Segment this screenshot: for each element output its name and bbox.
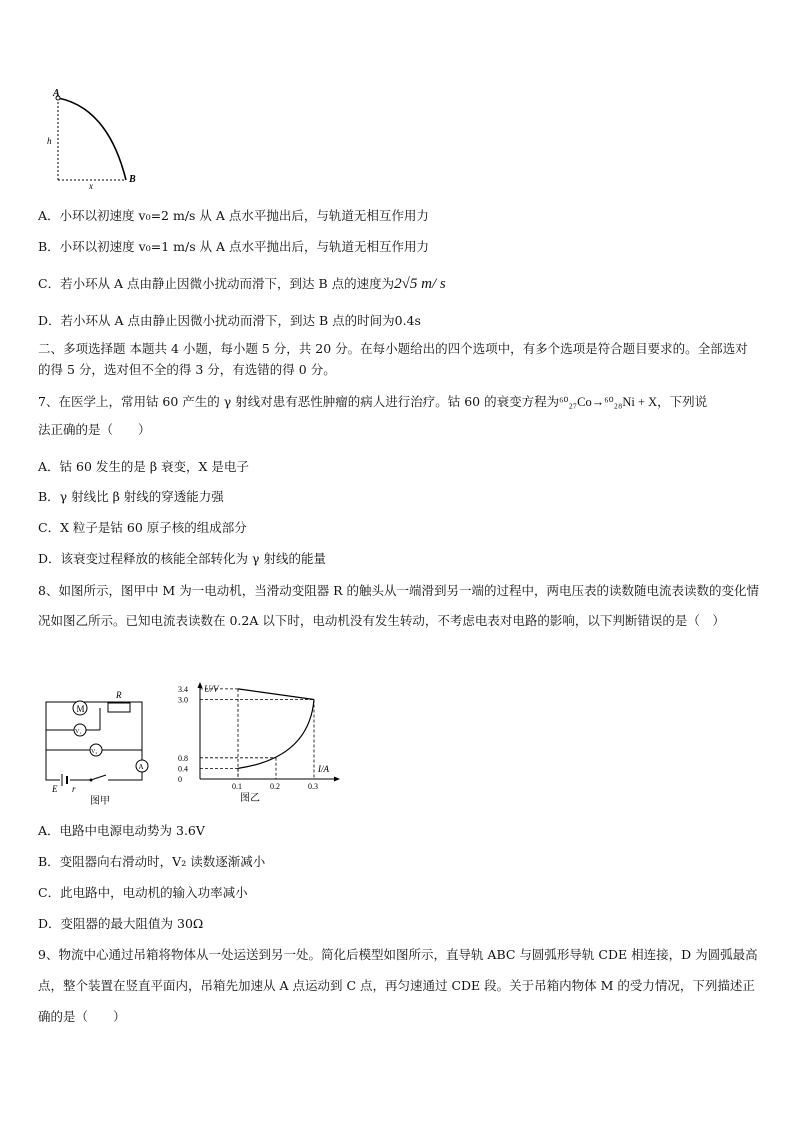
- q7-stem-tail: ，下列说: [657, 394, 708, 409]
- x-axis-label: I/A: [318, 764, 329, 774]
- q6-option-c-text: C．若小环从 A 点由静止因微小扰动而滑下，到达 B 点的速度为: [38, 276, 395, 291]
- resistor-label: R: [116, 690, 122, 700]
- q6-option-c: [38, 276, 446, 292]
- x-label: x: [89, 181, 93, 191]
- h-label: h: [47, 136, 52, 146]
- q7-stem: [38, 388, 760, 444]
- q7-stem-text: 7、在医学上，常用钴 60 产生的 γ 射线对患有恶性肿瘤的病人进行治疗。钴 60 的衰变方程为: [38, 394, 560, 409]
- emf-label: E: [52, 784, 58, 794]
- decay-equation: ⁶⁰₂₇Co→⁶⁰₂₈Ni + X: [559, 395, 658, 409]
- figure-a-caption: 图甲: [90, 796, 110, 807]
- q7-option-b: B．γ 射线比 β 射线的穿透能力强: [38, 489, 224, 504]
- circuit-diagram: [38, 688, 158, 808]
- track-curve: [58, 98, 126, 180]
- q6-option-c-value: 2√5 m/ s: [394, 276, 446, 292]
- q8-option-b: B．变阻器向右滑动时，V₂ 读数逐渐减小: [38, 854, 266, 869]
- u-i-graph: [168, 676, 343, 806]
- q8-option-d: D．变阻器的最大阻值为 30Ω: [38, 916, 204, 931]
- figure-b-caption: 图乙: [240, 793, 260, 804]
- q7-option-a: A．钴 60 发生的是 β 衰变，X 是电子: [38, 459, 249, 474]
- x-tick-label: 0.2: [270, 782, 280, 791]
- section-heading-multiple-choice: 二、多项选择题 本题共 4 小题，每小题 5 分，共 20 分。在每小题给出的四个选项中，有多个选项是符合题目要求的。全部选对的得 5 分，选对但不全的得 3 分，有选错的得 0 分。: [38, 341, 748, 377]
- internal-resistance-label: r: [72, 784, 76, 794]
- q8-option-a: A．电路中电源电动势为 3.6V: [38, 823, 205, 838]
- y-tick-label: 0.4: [178, 764, 188, 774]
- q8-stem: 8、如图所示，图甲中 M 为一电动机，当滑动变阻器 R 的触头从一端滑到另一端的过程中，两电压表的读数随电流表读数的变化情况如图乙所示。已知电流表读数在 0.2A 以下时，电动机没有发生转动，不考虑电表对电路的影响，以下判断错误的是（ ）: [38, 583, 760, 628]
- point-b-label: B: [129, 174, 136, 185]
- ammeter-label: A: [138, 763, 144, 771]
- q7-option-d: D．该衰变过程释放的核能全部转化为 γ 射线的能量: [38, 551, 326, 566]
- series-v1-line: [238, 689, 314, 700]
- q8-option-c: C．此电路中，电动机的输入功率减小: [38, 885, 248, 900]
- y-tick-label: 3.0: [178, 695, 188, 705]
- point-a-label: A: [53, 88, 60, 99]
- voltmeter1-label: V₁: [75, 729, 82, 735]
- q7-stem-end: 法正确的是（ ）: [38, 422, 151, 437]
- x-tick-label: 0.3: [308, 782, 318, 791]
- y-tick-label: 3.4: [178, 684, 188, 694]
- q6-option-a: A．小环以初速度 v₀=2 m/s 从 A 点水平抛出后，与轨道无相互作用力: [38, 208, 429, 223]
- q9-stem: 9、物流中心通过吊箱将物体从一处运送到另一处。简化后模型如图所示，直导轨 ABC 与圆弧形导轨 CDE 相连接，D 为圆弧最高点，整个装置在竖直平面内，吊箱先加速从 A 点运动到 C 点，再匀速通过 CDE 段。关于吊箱内物体 M 的受力情况，下列描述正确的是（ ）: [38, 947, 758, 1024]
- x-tick-label: 0.1: [232, 782, 242, 791]
- q6-option-b: B．小环以初速度 v₀=1 m/s 从 A 点水平抛出后，与轨道无相互作用力: [38, 239, 430, 254]
- q6-option-d: D．若小环从 A 点由静止因微小扰动而滑下，到达 B 点的时间为0.4s: [38, 313, 421, 328]
- y-tick-label: 0: [178, 775, 182, 784]
- track-figure: [40, 86, 150, 191]
- motor-label: M: [76, 704, 85, 714]
- q7-option-c: C．X 粒子是钴 60 原子核的组成部分: [38, 520, 247, 535]
- y-axis-label: U/V: [204, 684, 219, 694]
- y-tick-label: 0.8: [178, 753, 188, 763]
- voltmeter2-label: V₂: [91, 749, 98, 755]
